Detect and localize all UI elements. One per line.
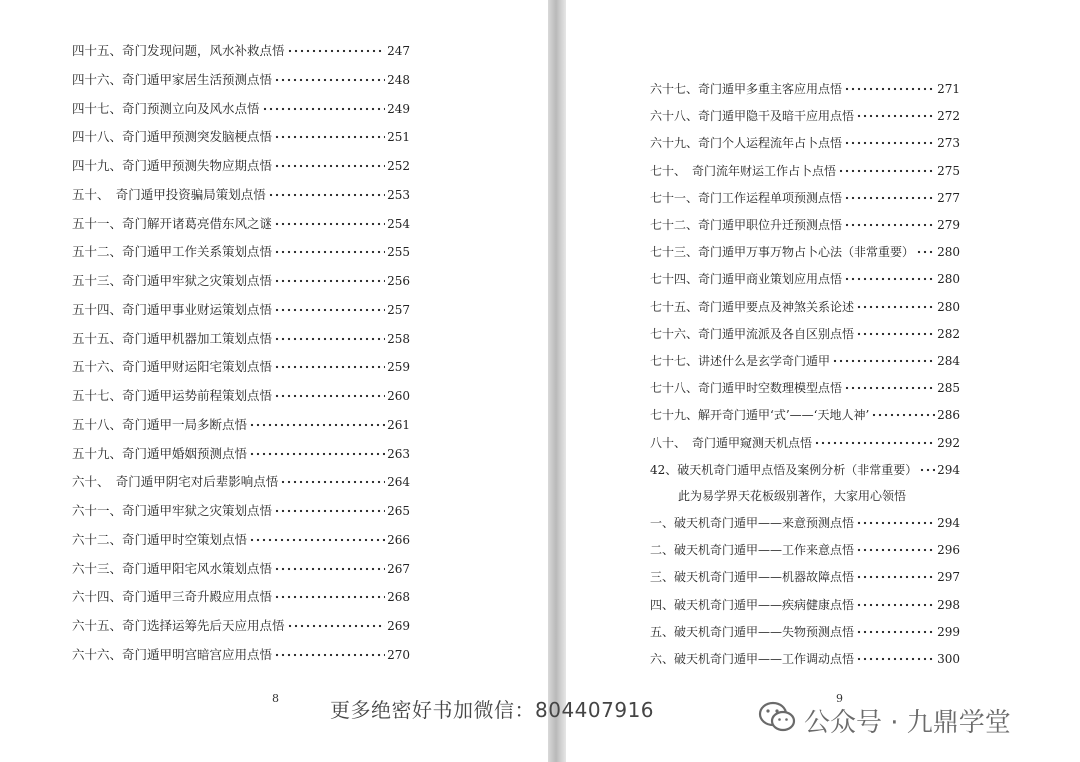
dot-leader	[844, 195, 935, 201]
toc-entry-title: 六十九、奇门个人运程流年占卜点悟	[650, 136, 843, 151]
toc-entry	[650, 622, 960, 642]
toc-entry-title: 七十八、奇门遁甲时空数理模型点悟	[650, 381, 843, 396]
dot-leader	[249, 422, 385, 428]
dot-leader	[274, 77, 385, 83]
toc-entry	[72, 185, 410, 205]
watermark	[758, 702, 1011, 738]
toc-entry	[650, 351, 960, 371]
toc-entry-page: 279	[937, 218, 960, 232]
dot-leader	[832, 358, 935, 364]
toc-entry	[650, 405, 960, 425]
toc-entry-page: 249	[387, 101, 410, 116]
dot-leader	[274, 278, 385, 284]
toc-entry-page: 258	[387, 331, 410, 346]
toc-entry	[650, 161, 960, 181]
dot-leader	[274, 566, 385, 572]
dot-leader	[274, 221, 385, 227]
watermark-text: 公众号 · 九鼎学堂	[804, 707, 1011, 738]
dot-leader	[274, 364, 385, 370]
toc-entry-title: 五、破天机奇门遁甲——失物预测点悟	[650, 624, 855, 639]
dot-leader	[844, 276, 935, 282]
toc-entry-title: 五十八、奇门遁甲一局多断点悟	[72, 416, 248, 432]
toc-entry-title: 六、破天机奇门遁甲——工作调动点悟	[650, 652, 855, 666]
toc-entry-title: 五十二、奇门遁甲工作关系策划点悟	[72, 244, 273, 260]
right-page	[566, 0, 1080, 762]
dot-leader	[856, 520, 935, 526]
toc-entry-page: 296	[937, 543, 960, 558]
toc-entry-page: 266	[387, 532, 410, 547]
toc-entry	[72, 242, 410, 262]
dot-leader	[249, 451, 385, 457]
toc-entry	[72, 444, 410, 464]
toc-entry	[650, 106, 960, 126]
dot-leader	[856, 304, 935, 310]
toc-entry	[72, 472, 410, 492]
toc-entry	[72, 271, 410, 291]
toc-entry-page: 257	[387, 302, 410, 317]
toc-entry	[650, 324, 960, 344]
toc-entry-title: 六十四、奇门遁甲三奇升殿应用点悟	[72, 589, 273, 605]
toc-entry-page: 260	[387, 389, 410, 403]
toc-entry-page: 255	[387, 245, 410, 260]
toc-entry	[72, 415, 410, 435]
toc-entry-page: 252	[387, 159, 410, 173]
dot-leader	[856, 574, 935, 580]
toc-entry-title: 七十三、奇门遁甲万事万物占卜心法（非常重要）	[650, 245, 915, 260]
dot-leader	[274, 393, 385, 399]
toc-entry-page: 272	[937, 109, 960, 124]
toc-entry-page: 253	[387, 187, 410, 202]
toc-entry-title: 五十一、奇门解开诸葛亮借东风之谜	[72, 215, 273, 231]
toc-entry-title: 七十四、奇门遁甲商业策划应用点悟	[650, 272, 843, 287]
toc-entry-page: 294	[937, 516, 960, 530]
toc-entry	[650, 242, 960, 262]
toc-entry-page: 282	[937, 326, 960, 341]
dot-leader	[856, 629, 935, 635]
dot-leader	[274, 336, 385, 342]
toc-entry-page: 275	[937, 163, 960, 178]
toc-entry-page: 261	[387, 417, 410, 432]
toc-entry-page: 264	[387, 475, 410, 490]
toc-entry	[650, 649, 960, 669]
toc-entry	[72, 214, 410, 234]
toc-entry-page: 251	[387, 130, 410, 145]
toc-entry-title: 六十三、奇门遁甲阳宅风水策划点悟	[72, 560, 273, 576]
dot-leader	[287, 623, 386, 629]
dot-leader	[262, 106, 386, 112]
toc-entry-page: 294	[937, 462, 960, 477]
toc-entry-page: 268	[387, 590, 410, 605]
dot-leader	[274, 163, 385, 169]
toc-entry-title: 四十六、奇门遁甲家居生活预测点悟	[72, 71, 273, 87]
toc-entry-title: 五十五、奇门遁甲机器加工策划点悟	[72, 330, 273, 346]
toc-entry-title: 五十七、奇门遁甲运势前程策划点悟	[72, 388, 273, 403]
dot-leader	[287, 48, 386, 54]
dot-leader	[919, 467, 935, 473]
toc-entry-page: 256	[387, 274, 410, 288]
toc-entry-title: 三、破天机奇门遁甲——机器故障点悟	[650, 570, 855, 585]
dot-leader	[280, 479, 385, 485]
toc-entry-page: 247	[387, 44, 410, 58]
toc-entry-page: 280	[937, 299, 960, 314]
dot-leader	[856, 113, 935, 119]
toc-entry-title: 六十八、奇门遁甲隐干及暗干应用点悟	[650, 109, 855, 124]
toc-entry-title: 二、破天机奇门遁甲——工作来意点悟	[650, 543, 855, 558]
toc-entry-title: 六十七、奇门遁甲多重主客应用点悟	[650, 82, 843, 96]
toc-entry-title: 四十八、奇门遁甲预测突发脑梗点悟	[72, 129, 273, 145]
toc-entry-title: 六十六、奇门遁甲明宫暗宫应用点悟	[72, 646, 273, 662]
toc-entry-page: 259	[387, 360, 410, 375]
toc-entry-title: 五十四、奇门遁甲事业财运策划点悟	[72, 301, 273, 317]
toc-entry-page: 280	[937, 245, 960, 260]
toc-entry-title: 七十六、奇门遁甲流派及各自区别点悟	[650, 326, 855, 341]
dot-leader	[274, 307, 385, 313]
dot-leader	[856, 547, 935, 553]
dot-leader	[838, 168, 935, 174]
toc-entry	[650, 297, 960, 317]
toc-entry-page: 298	[937, 597, 960, 612]
toc-entry	[72, 41, 410, 61]
toc-entry	[72, 329, 410, 349]
toc-entry-page: 265	[387, 504, 410, 518]
toc-entry	[650, 269, 960, 289]
toc-entry-title: 六十五、奇门选择运筹先后天应用点悟	[72, 618, 285, 633]
toc-entry	[650, 595, 960, 615]
toc-entry	[650, 460, 960, 480]
toc-entry-title: 五十、 奇门遁甲投资骗局策划点悟	[72, 186, 266, 202]
toc-entry	[72, 156, 410, 176]
toc-entry	[650, 567, 960, 587]
toc-entry	[72, 616, 410, 636]
toc-entry-title: 六十二、奇门遁甲时空策划点悟	[72, 531, 248, 547]
toc-entry-title: 七十九、解开奇门遁甲‘式’——‘天地人神’	[650, 408, 870, 423]
wechat-icon	[758, 701, 796, 740]
left-page-number: 8	[272, 692, 279, 705]
dot-leader	[268, 192, 385, 198]
toc-entry-title: 七十七、讲述什么是玄学奇门遁甲	[650, 354, 831, 368]
dot-leader	[814, 440, 935, 446]
right-page-number: 9	[836, 692, 843, 705]
dot-leader	[856, 656, 935, 662]
dot-leader	[844, 140, 935, 146]
toc-entry	[72, 501, 410, 521]
toc-entry	[72, 99, 410, 119]
toc-entry	[650, 133, 960, 153]
toc-entry	[72, 300, 410, 320]
toc-entry-title: 七十一、奇门工作运程单项预测点悟	[650, 190, 843, 205]
toc-entry-title: 七十、 奇门流年财运工作占卜点悟	[650, 163, 837, 178]
toc-entry-title: 四十七、奇门预测立向及风水点悟	[72, 100, 260, 116]
toc-note: 此为易学界天花板级别著作，大家用心领悟	[678, 489, 907, 503]
toc-entry-title: 四十五、奇门发现问题，风水补救点悟	[72, 43, 285, 58]
toc-entry	[650, 79, 960, 99]
dot-leader	[274, 249, 385, 255]
toc-entry-title: 七十五、奇门遁甲要点及神煞关系论述	[650, 299, 855, 314]
dot-leader	[856, 331, 935, 337]
dot-leader	[274, 134, 385, 140]
toc-entry-title: 七十二、奇门遁甲职位升迁预测点悟	[650, 218, 843, 232]
toc-entry-page: 292	[937, 435, 960, 450]
dot-leader	[274, 594, 385, 600]
toc-entry	[72, 70, 410, 90]
toc-entry-page: 297	[937, 570, 960, 585]
toc-entry	[72, 127, 410, 147]
toc-entry	[650, 433, 960, 453]
toc-entry-title: 八十、 奇门遁甲窥测天机点悟	[650, 435, 813, 450]
dot-leader	[916, 249, 935, 255]
toc-entry-title: 五十六、奇门遁甲财运阳宅策划点悟	[72, 359, 273, 375]
wechat-contact-text: 更多绝密好书加微信：804407916	[330, 698, 655, 722]
toc-entry-page: 248	[387, 72, 410, 87]
toc-entry-page: 270	[387, 647, 410, 662]
toc-entry-page: 273	[937, 136, 960, 151]
toc-entry-page: 286	[937, 408, 960, 423]
toc-entry-page: 254	[387, 216, 410, 231]
toc-entry-page: 300	[937, 652, 960, 666]
toc-entry-page: 284	[937, 354, 960, 368]
book-gutter	[548, 0, 566, 762]
dot-leader	[856, 602, 935, 608]
toc-entry	[72, 587, 410, 607]
dot-leader	[249, 537, 385, 543]
toc-entry-page: 280	[937, 272, 960, 287]
dot-leader	[844, 385, 935, 391]
toc-entry-page: 263	[387, 446, 410, 461]
toc-entry	[650, 188, 960, 208]
toc-entry-title: 42、破天机奇门遁甲点悟及案例分析（非常重要）	[650, 462, 918, 477]
toc-entry-title: 四、破天机奇门遁甲——疾病健康点悟	[650, 597, 855, 612]
toc-entry-page: 267	[387, 561, 410, 576]
dot-leader	[871, 412, 935, 418]
toc-entry-title: 五十九、奇门遁甲婚姻预测点悟	[72, 445, 248, 461]
toc-entry	[650, 540, 960, 560]
dot-leader	[274, 508, 385, 514]
toc-entry-page: 269	[387, 619, 410, 633]
toc-entry-page: 277	[937, 190, 960, 205]
toc-entry	[72, 357, 410, 377]
dot-leader	[844, 222, 935, 228]
toc-entry-title: 五十三、奇门遁甲牢狱之灾策划点悟	[72, 273, 273, 288]
toc-entry	[650, 215, 960, 235]
toc-entry-title: 六十、 奇门遁甲阴宅对后辈影响点悟	[72, 474, 279, 490]
toc-entry-page: 285	[937, 381, 960, 396]
toc-entry	[650, 378, 960, 398]
toc-entry-title: 一、破天机奇门遁甲——来意预测点悟	[650, 516, 855, 530]
toc-entry	[72, 645, 410, 665]
toc-entry-title: 六十一、奇门遁甲牢狱之灾策划点悟	[72, 503, 273, 518]
dot-leader	[274, 652, 385, 658]
toc-entry	[650, 513, 960, 533]
dot-leader	[844, 86, 935, 92]
toc-entry-title: 四十九、奇门遁甲预测失物应期点悟	[72, 158, 273, 173]
toc-entry-page: 299	[937, 624, 960, 639]
toc-entry-page: 271	[937, 82, 960, 96]
toc-entry	[72, 530, 410, 550]
toc-entry	[72, 386, 410, 406]
toc-entry	[72, 559, 410, 579]
